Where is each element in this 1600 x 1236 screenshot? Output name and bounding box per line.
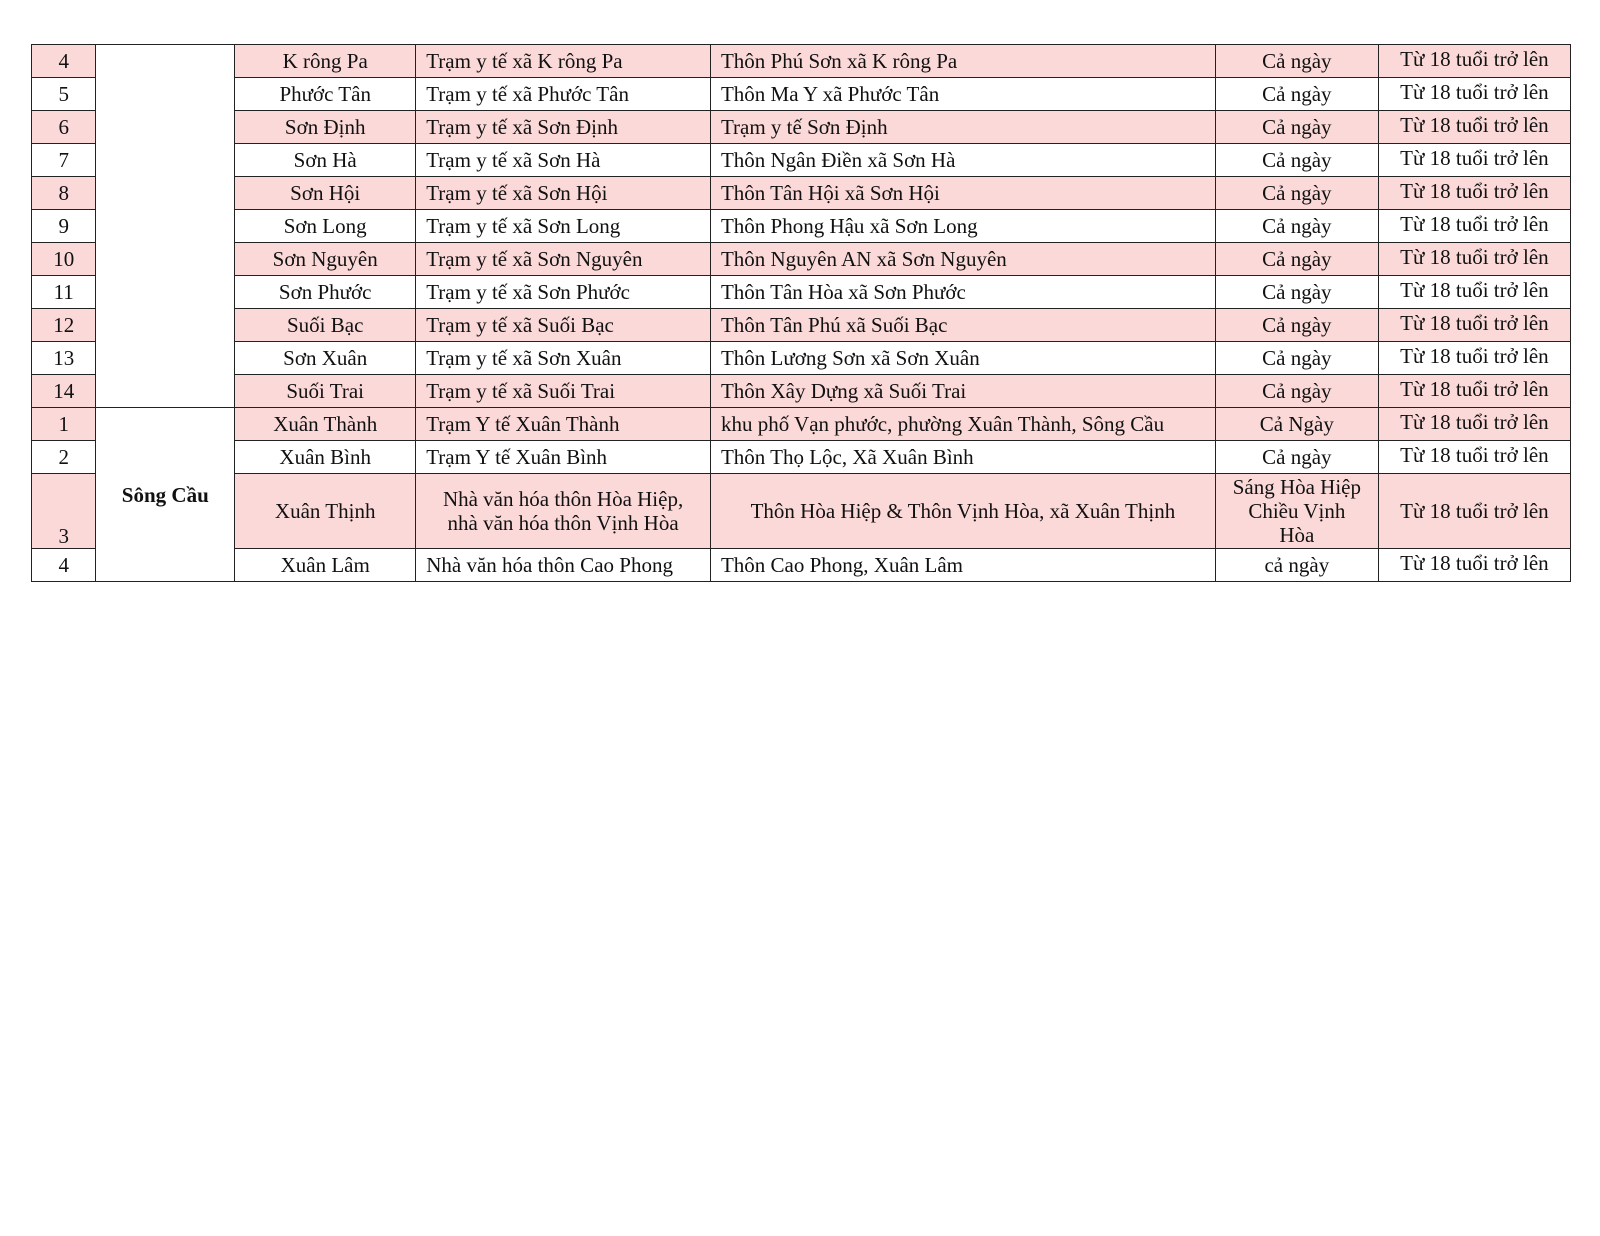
time-cell: Cả ngày (1215, 441, 1378, 474)
time-cell: Cả ngày (1215, 111, 1378, 144)
address-cell: Thôn Hòa Hiệp & Thôn Vịnh Hòa, xã Xuân Thịnh (710, 474, 1215, 549)
age-cell: Từ 18 tuổi trở lên (1378, 210, 1570, 243)
time-line: Chiều Vịnh (1248, 499, 1346, 523)
table-row (32, 111, 1571, 144)
site-line: nhà văn hóa thôn Vịnh Hòa (447, 511, 679, 535)
site-cell: Trạm Y tế Xuân Thành (416, 408, 711, 441)
commune-cell: Sơn Long (235, 210, 416, 243)
time-cell: Cả ngày (1215, 177, 1378, 210)
table-row (32, 408, 1571, 441)
site-cell: Trạm y tế xã Sơn Phước (416, 276, 711, 309)
age-cell: Từ 18 tuổi trở lên (1378, 276, 1570, 309)
address-cell: Thôn Lương Sơn xã Sơn Xuân (710, 342, 1215, 375)
commune-cell: Sơn Định (235, 111, 416, 144)
stt-cell: 4 (32, 45, 96, 78)
site-cell: Trạm y tế xã Sơn Xuân (416, 342, 711, 375)
time-cell: Cả Ngày (1215, 408, 1378, 441)
stt-cell: 4 (32, 549, 96, 582)
site-cell: Trạm y tế xã Sơn Định (416, 111, 711, 144)
time-cell: Cả ngày (1215, 375, 1378, 408)
time-line: Sáng Hòa Hiệp (1232, 475, 1361, 499)
address-cell: Thôn Tân Hội xã Sơn Hội (710, 177, 1215, 210)
table-row (32, 342, 1571, 375)
commune-cell: Sơn Hà (235, 144, 416, 177)
stt-cell: 14 (32, 375, 96, 408)
site-cell: Trạm y tế xã K rông Pa (416, 45, 711, 78)
age-cell: Từ 18 tuổi trở lên (1378, 441, 1570, 474)
age-cell: Từ 18 tuổi trở lên (1378, 111, 1570, 144)
age-cell: Từ 18 tuổi trở lên (1378, 342, 1570, 375)
stt-cell: 7 (32, 144, 96, 177)
table-row (32, 474, 1571, 549)
table-row (32, 549, 1571, 582)
commune-cell: Suối Trai (235, 375, 416, 408)
table-row (32, 177, 1571, 210)
address-cell: Trạm y tế Sơn Định (710, 111, 1215, 144)
site-cell: Trạm y tế xã Phước Tân (416, 78, 711, 111)
stt-cell: 5 (32, 78, 96, 111)
age-cell: Từ 18 tuổi trở lên (1378, 408, 1570, 441)
address-cell: Thôn Tân Phú xã Suối Bạc (710, 309, 1215, 342)
site-line: Nhà văn hóa thôn Hòa Hiệp, (442, 487, 684, 511)
address-cell: Thôn Phong Hậu xã Sơn Long (710, 210, 1215, 243)
stt-cell: 10 (32, 243, 96, 276)
time-line: Hòa (1279, 523, 1315, 547)
table-row (32, 375, 1571, 408)
age-cell: Từ 18 tuổi trở lên (1378, 309, 1570, 342)
table-row (32, 276, 1571, 309)
age-cell: Từ 18 tuổi trở lên (1378, 474, 1570, 549)
table-row (32, 210, 1571, 243)
site-cell: Trạm y tế xã Sơn Long (416, 210, 711, 243)
vaccination-sites-table (31, 44, 1571, 582)
address-cell: Thôn Xây Dựng xã Suối Trai (710, 375, 1215, 408)
stt-cell: 12 (32, 309, 96, 342)
address-cell: Thôn Cao Phong, Xuân Lâm (710, 549, 1215, 582)
address-cell: Thôn Phú Sơn xã K rông Pa (710, 45, 1215, 78)
time-cell: Cả ngày (1215, 243, 1378, 276)
stt-cell: 11 (32, 276, 96, 309)
stt-cell: 6 (32, 111, 96, 144)
commune-cell: Suối Bạc (235, 309, 416, 342)
commune-cell: Xuân Thành (235, 408, 416, 441)
address-cell: Thôn Tân Hòa xã Sơn Phước (710, 276, 1215, 309)
stt-cell: 2 (32, 441, 96, 474)
age-cell: Từ 18 tuổi trở lên (1378, 375, 1570, 408)
age-cell: Từ 18 tuổi trở lên (1378, 144, 1570, 177)
site-cell: Trạm y tế xã Sơn Hà (416, 144, 711, 177)
district-cell (96, 45, 235, 408)
age-cell: Từ 18 tuổi trở lên (1378, 243, 1570, 276)
commune-cell: K rông Pa (235, 45, 416, 78)
commune-cell: Sơn Xuân (235, 342, 416, 375)
time-cell: Cả ngày (1215, 276, 1378, 309)
stt-cell: 3 (32, 474, 96, 549)
table-row (32, 243, 1571, 276)
address-cell: Thôn Ma Y xã Phước Tân (710, 78, 1215, 111)
time-cell: Cả ngày (1215, 45, 1378, 78)
age-cell: Từ 18 tuổi trở lên (1378, 45, 1570, 78)
table-row (32, 45, 1571, 78)
time-cell: Cả ngày (1215, 342, 1378, 375)
commune-cell: Sơn Phước (235, 276, 416, 309)
time-cell: Cả ngày (1215, 78, 1378, 111)
site-cell: Trạm y tế xã Sơn Nguyên (416, 243, 711, 276)
commune-cell: Phước Tân (235, 78, 416, 111)
table-row (32, 78, 1571, 111)
table-row (32, 144, 1571, 177)
district-cell: Sông Cầu (96, 408, 235, 582)
address-cell: Thôn Ngân Điền xã Sơn Hà (710, 144, 1215, 177)
time-cell (1215, 474, 1378, 549)
table-row (32, 441, 1571, 474)
site-cell: Nhà văn hóa thôn Cao Phong (416, 549, 711, 582)
site-cell: Trạm y tế xã Sơn Hội (416, 177, 711, 210)
commune-cell: Xuân Lâm (235, 549, 416, 582)
site-cell (416, 474, 711, 549)
stt-cell: 1 (32, 408, 96, 441)
table-row (32, 309, 1571, 342)
stt-cell: 13 (32, 342, 96, 375)
stt-cell: 8 (32, 177, 96, 210)
commune-cell: Sơn Nguyên (235, 243, 416, 276)
commune-cell: Xuân Bình (235, 441, 416, 474)
age-cell: Từ 18 tuổi trở lên (1378, 177, 1570, 210)
address-cell: khu phố Vạn phước, phường Xuân Thành, Sông Cầu (710, 408, 1215, 441)
site-cell: Trạm Y tế Xuân Bình (416, 441, 711, 474)
address-cell: Thôn Nguyên AN xã Sơn Nguyên (710, 243, 1215, 276)
age-cell: Từ 18 tuổi trở lên (1378, 78, 1570, 111)
site-cell: Trạm y tế xã Suối Bạc (416, 309, 711, 342)
time-cell: Cả ngày (1215, 210, 1378, 243)
stt-cell: 9 (32, 210, 96, 243)
commune-cell: Xuân Thịnh (235, 474, 416, 549)
age-cell: Từ 18 tuổi trở lên (1378, 549, 1570, 582)
document-page (31, 44, 1571, 582)
time-cell: Cả ngày (1215, 309, 1378, 342)
commune-cell: Sơn Hội (235, 177, 416, 210)
address-cell: Thôn Thọ Lộc, Xã Xuân Bình (710, 441, 1215, 474)
time-cell: cả ngày (1215, 549, 1378, 582)
time-cell: Cả ngày (1215, 144, 1378, 177)
site-cell: Trạm y tế xã Suối Trai (416, 375, 711, 408)
